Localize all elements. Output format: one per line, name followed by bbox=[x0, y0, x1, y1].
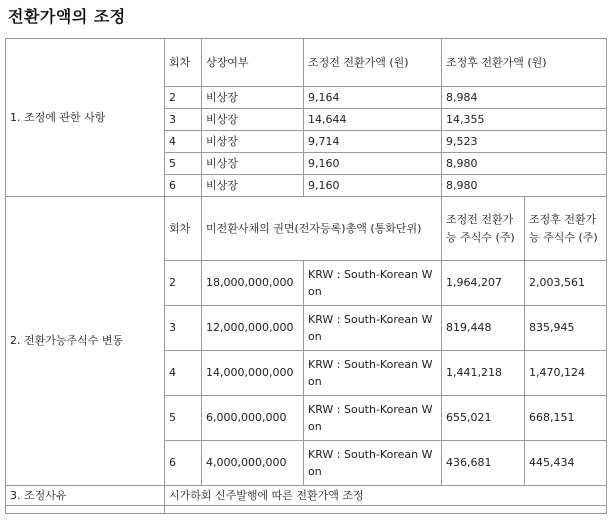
section2-header-after: 조정후 전환가능 주식수 (주) bbox=[525, 197, 607, 261]
listed-cell: 비상장 bbox=[202, 175, 304, 197]
section1-header-round: 회차 bbox=[165, 39, 202, 87]
round-cell: 2 bbox=[165, 87, 202, 109]
listed-cell: 비상장 bbox=[202, 153, 304, 175]
after-price-cell: 9,523 bbox=[442, 131, 607, 153]
round-cell: 5 bbox=[165, 153, 202, 175]
currency-cell: KRW : South-Korean Won bbox=[304, 261, 442, 306]
after-shares-cell: 445,434 bbox=[525, 441, 607, 486]
section1-header-row bbox=[6, 39, 607, 87]
amount-cell: 14,000,000,000 bbox=[202, 351, 304, 396]
before-shares-cell: 655,021 bbox=[442, 396, 525, 441]
before-shares-cell: 1,441,218 bbox=[442, 351, 525, 396]
before-shares-cell: 1,964,207 bbox=[442, 261, 525, 306]
round-cell: 3 bbox=[165, 109, 202, 131]
table-continuation-row bbox=[6, 506, 607, 514]
before-price-cell: 9,714 bbox=[304, 131, 442, 153]
currency-cell: KRW : South-Korean Won bbox=[304, 441, 442, 486]
round-cell: 4 bbox=[165, 131, 202, 153]
amount-cell: 18,000,000,000 bbox=[202, 261, 304, 306]
section2-label: 2. 전환가능주식수 변동 bbox=[6, 197, 165, 486]
section1-header-after: 조정후 전환가액 (원) bbox=[442, 39, 607, 87]
round-cell: 3 bbox=[165, 306, 202, 351]
currency-cell: KRW : South-Korean Won bbox=[304, 396, 442, 441]
currency-cell: KRW : South-Korean Won bbox=[304, 351, 442, 396]
after-price-cell: 8,980 bbox=[442, 175, 607, 197]
after-price-cell: 8,980 bbox=[442, 153, 607, 175]
before-shares-cell: 436,681 bbox=[442, 441, 525, 486]
after-shares-cell: 1,470,124 bbox=[525, 351, 607, 396]
after-shares-cell: 835,945 bbox=[525, 306, 607, 351]
before-price-cell: 9,160 bbox=[304, 153, 442, 175]
listed-cell: 비상장 bbox=[202, 109, 304, 131]
round-cell: 6 bbox=[165, 441, 202, 486]
amount-cell: 4,000,000,000 bbox=[202, 441, 304, 486]
currency-cell: KRW : South-Korean Won bbox=[304, 306, 442, 351]
after-price-cell: 8,984 bbox=[442, 87, 607, 109]
continuation-cell bbox=[165, 506, 607, 514]
section2-header-round: 회차 bbox=[165, 197, 202, 261]
after-price-cell: 14,355 bbox=[442, 109, 607, 131]
after-shares-cell: 2,003,561 bbox=[525, 261, 607, 306]
before-shares-cell: 819,448 bbox=[442, 306, 525, 351]
round-cell: 6 bbox=[165, 175, 202, 197]
after-shares-cell: 668,151 bbox=[525, 396, 607, 441]
before-price-cell: 14,644 bbox=[304, 109, 442, 131]
amount-cell: 12,000,000,000 bbox=[202, 306, 304, 351]
section2-header-face: 미전환사채의 권면(전자등록)총액 (통화단위) bbox=[202, 197, 442, 261]
amount-cell: 6,000,000,000 bbox=[202, 396, 304, 441]
section3-label: 3. 조정사유 bbox=[6, 486, 165, 506]
before-price-cell: 9,160 bbox=[304, 175, 442, 197]
continuation-cell bbox=[6, 506, 165, 514]
section1-header-listed: 상장여부 bbox=[202, 39, 304, 87]
section2-header-before: 조정전 전환가능 주식수 (주) bbox=[442, 197, 525, 261]
section1-label: 1. 조정에 관한 사항 bbox=[6, 39, 165, 197]
section2-header-row bbox=[6, 197, 607, 261]
page-title: 전환가액의 조정 bbox=[8, 7, 126, 26]
section3-value: 시가하회 신주발행에 따른 전환가액 조정 bbox=[165, 486, 607, 506]
adjustment-table bbox=[5, 38, 607, 514]
round-cell: 5 bbox=[165, 396, 202, 441]
listed-cell: 비상장 bbox=[202, 131, 304, 153]
round-cell: 4 bbox=[165, 351, 202, 396]
before-price-cell: 9,164 bbox=[304, 87, 442, 109]
listed-cell: 비상장 bbox=[202, 87, 304, 109]
section1-header-before: 조정전 전환가액 (원) bbox=[304, 39, 442, 87]
round-cell: 2 bbox=[165, 261, 202, 306]
section3-row bbox=[6, 486, 607, 506]
